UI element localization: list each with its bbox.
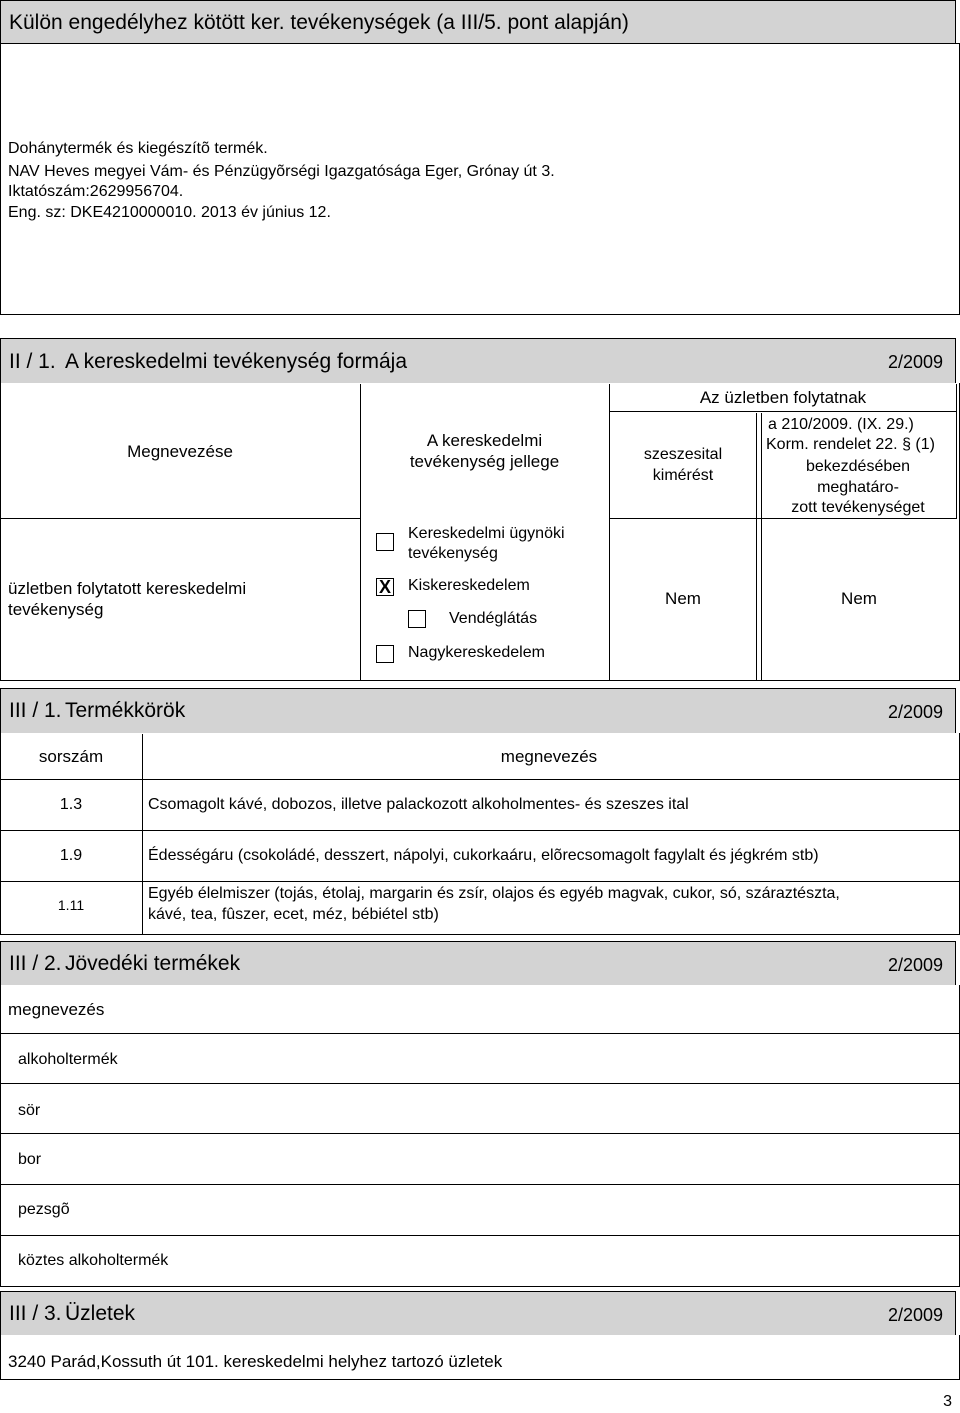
table-row-name: Csomagolt kávé, dobozos, illetve palackozott alkoholmentes- és szeszes ital — [148, 796, 689, 813]
agent-checkbox[interactable] — [376, 533, 394, 551]
excise-products-year: 2/2009 — [887, 955, 943, 975]
wholesale-checkbox[interactable] — [376, 645, 394, 663]
table-row-name: kávé, tea, fûszer, ecet, méz, bébiétel stb) — [148, 906, 439, 923]
activity-form-header — [0, 338, 956, 384]
retail-checkbox[interactable]: X — [376, 578, 394, 596]
excise-products-title: Jövedéki termékek — [65, 952, 241, 975]
alcohol-value: Nem — [665, 589, 701, 608]
row-name: üzletben folytatott kereskedelmi — [8, 579, 247, 598]
wholesale-label: Nagykereskedelem — [408, 644, 545, 661]
product-groups-header — [0, 688, 956, 734]
table-row-name: Egyéb élelmiszer (tojás, étolaj, margarin és zsír, olajos és egyéb magvak, cukor, só, száraztészta, — [148, 885, 840, 902]
shops-header — [0, 1291, 956, 1336]
row-name: tevékenység — [8, 600, 104, 619]
page-number: 3 — [943, 1393, 952, 1410]
list-item: bor — [18, 1151, 42, 1168]
col-regulation-header: a 210/2009. (IX. 29.) — [768, 416, 914, 433]
activity-form-title: A kereskedelmi tevékenység formája — [65, 350, 407, 373]
col-regulation-header: bekezdésében — [805, 458, 911, 475]
agent-label: tevékenység — [408, 545, 498, 562]
catering-label: Vendéglátás — [449, 610, 538, 627]
table-row-no: 1.11 — [57, 897, 85, 913]
product-groups-code: III / 1. — [9, 699, 62, 722]
special-permit-line: Dohánytermék és kiegészítõ termék. — [8, 140, 268, 157]
col-group-header: Az üzletben folytatnak — [699, 388, 867, 407]
list-item: pezsgõ — [18, 1201, 70, 1218]
col-type-header: tevékenység jellege — [409, 452, 560, 471]
activity-form-year: 2/2009 — [887, 352, 943, 372]
col-regulation-header: meghatáro- — [817, 479, 899, 496]
regulation-value: Nem — [841, 589, 877, 608]
activity-form-code: II / 1. — [9, 350, 56, 373]
catering-checkbox[interactable] — [408, 610, 426, 628]
col-no-header: sorszám — [38, 747, 104, 766]
table-row-no: 1.9 — [59, 847, 83, 864]
list-item: köztes alkoholtermék — [18, 1252, 169, 1269]
list-item: alkoholtermék — [18, 1051, 118, 1068]
shops-year: 2/2009 — [887, 1305, 943, 1325]
col-product-header: megnevezés — [500, 747, 598, 766]
col-regulation-header: Korm. rendelet 22. § (1) — [766, 436, 935, 453]
retail-label: Kiskereskedelem — [408, 577, 530, 594]
col-type-header: A kereskedelmi — [426, 431, 543, 450]
special-permits-title: Külön engedélyhez kötött ker. tevékenységek (a III/5. pont alapján) — [9, 11, 629, 34]
product-groups-title: Termékkörök — [65, 699, 186, 722]
special-permits-header — [0, 0, 956, 44]
product-groups-year: 2/2009 — [887, 702, 943, 722]
table-row-no: 1.3 — [59, 796, 83, 813]
excise-col-header: megnevezés — [8, 1000, 105, 1019]
special-permit-line: NAV Heves megyei Vám- és Pénzügyõrségi Igazgatósága Eger, Grónay út 3. — [8, 163, 555, 180]
excise-products-table — [0, 985, 960, 1287]
excise-products-code: III / 2. — [9, 952, 62, 975]
shops-title: Üzletek — [65, 1302, 136, 1325]
col-name-header: Megnevezése — [127, 442, 233, 461]
agent-label: Kereskedelmi ügynöki — [408, 525, 565, 542]
table-row-name: Édességáru (csokoládé, desszert, nápolyi, cukorkaáru, elõrecsomagolt fagylalt és jégkrém stb) — [148, 847, 819, 864]
special-permit-line: Iktatószám:2629956704. — [8, 183, 184, 200]
col-alcohol-header: kimérést — [652, 467, 714, 484]
list-item: sör — [18, 1102, 41, 1119]
excise-products-header — [0, 941, 956, 986]
shops-value: 3240 Parád,Kossuth út 101. kereskedelmi helyhez tartozó üzletek — [8, 1352, 503, 1371]
col-regulation-header: zott tevékenységet — [791, 499, 925, 516]
special-permit-line: Eng. sz: DKE4210000010. 2013 év június 12. — [8, 204, 331, 221]
shops-code: III / 3. — [9, 1302, 62, 1325]
col-alcohol-header: szeszesital — [643, 446, 723, 463]
